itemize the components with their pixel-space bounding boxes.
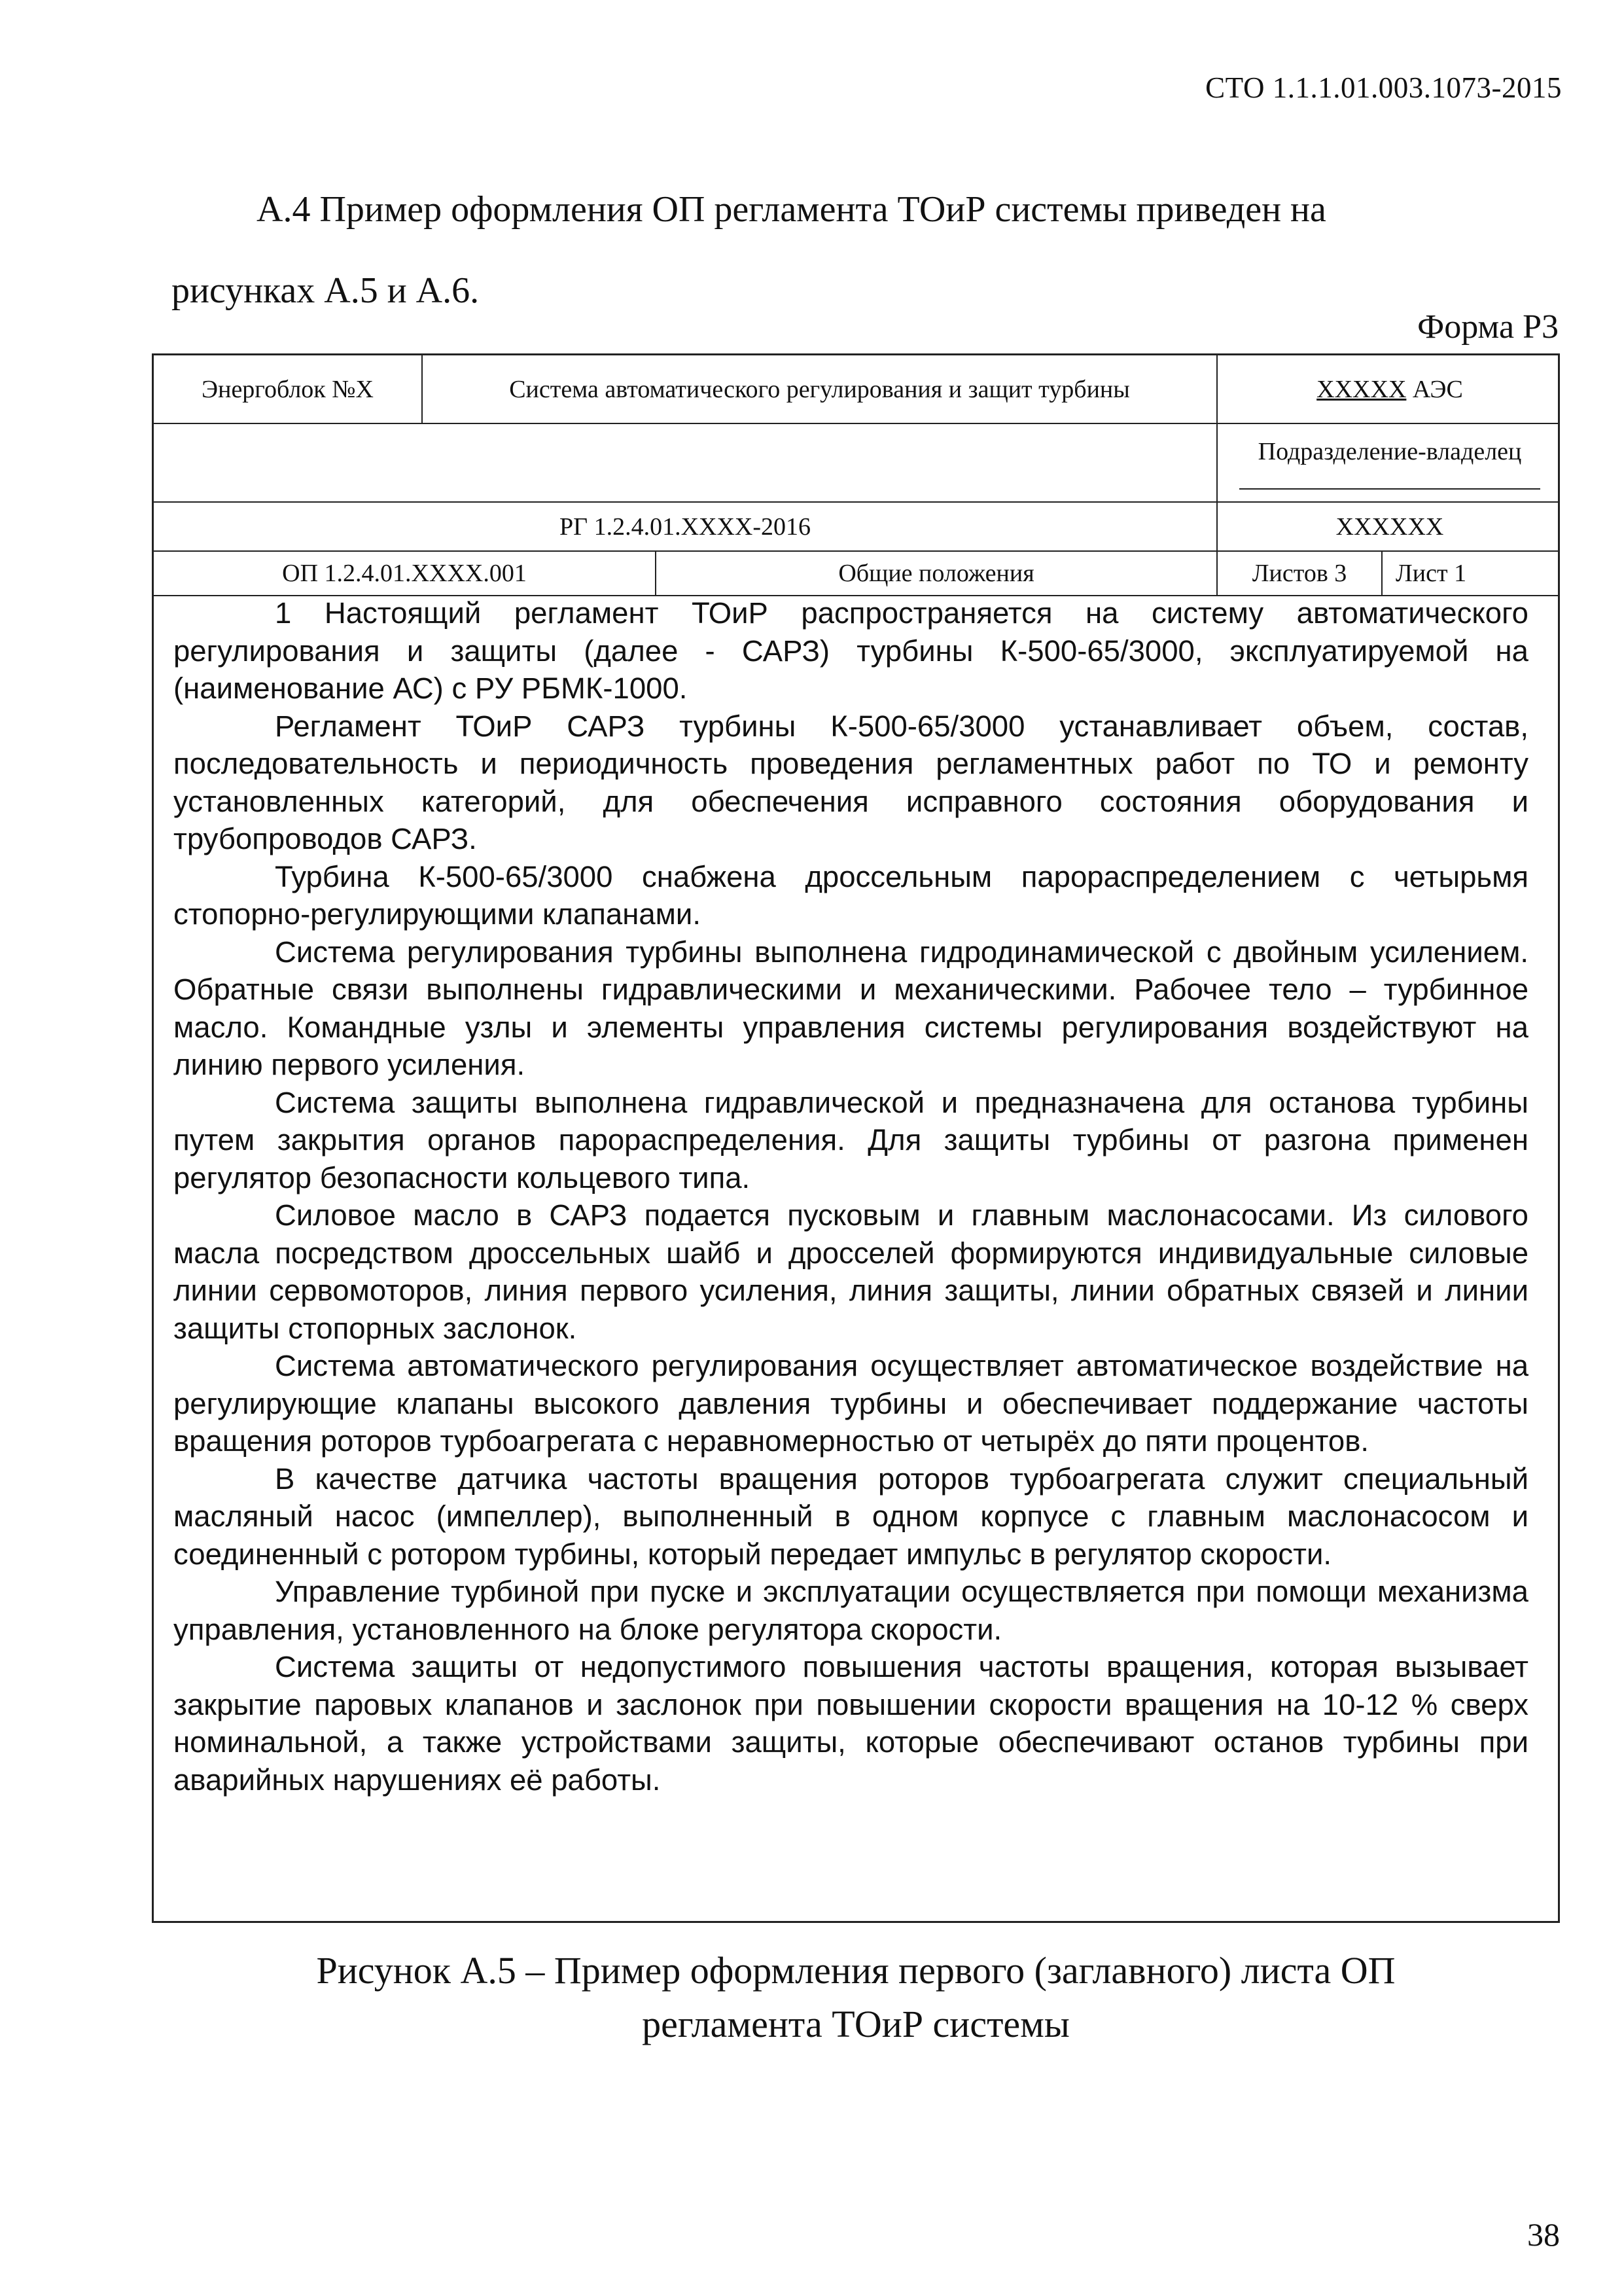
sheet-header-row-4 xyxy=(154,552,1558,596)
intro-line-1: А.4 Пример оформления ОП регламента ТОиР системы приведен на xyxy=(256,189,1326,230)
body-paragraph: Система защиты от недопустимого повышения частоты вращения, которая вызывает закрытие паровых клапанов и заслонок при повышении скорости вращения на 10-12 % сверх номинальной, а также устройствами защиты, которые обеспечивают останов турбины при аварийных нарушениях её работы. xyxy=(173,1650,1528,1797)
caption-line-1: Рисунок А.5 – Пример оформления первого (заглавного) листа ОП xyxy=(316,1949,1396,1992)
section-title-cell: Общие положения xyxy=(656,552,1218,595)
document-code: СТО 1.1.1.01.003.1073-2015 xyxy=(1205,71,1562,104)
sheets-total-cell: Листов 3 xyxy=(1218,552,1383,595)
page-number: 38 xyxy=(1527,2216,1560,2253)
owner-label: Подразделение-владелец xyxy=(1258,438,1522,465)
blank-cell xyxy=(154,424,1218,501)
intro-paragraph xyxy=(171,169,1562,331)
regulation-code-cell: РГ 1.2.4.01.XXXX-2016 xyxy=(154,503,1218,550)
plant-suffix: АЭС xyxy=(1406,375,1463,403)
body-paragraph: Регламент ТОиР САРЗ турбины К-500-65/3000 устанавливает объем, состав, последовательность и периодичность проведения регламентных работ по ТО и ремонту установленных категорий, для обеспечения исправного состояния оборудования и трубопроводов САРЗ. xyxy=(173,709,1528,855)
body-paragraph: Управление турбиной при пуске и эксплуатации осуществляется при помощи механизма управления, установленного на блоке регулятора скорости. xyxy=(173,1575,1528,1646)
figure-caption xyxy=(152,1944,1560,2051)
power-unit-cell: Энергоблок №X xyxy=(154,355,423,423)
intro-line-2: рисунках А.5 и А.6. xyxy=(171,270,480,311)
body-paragraph: Силовое масло в САРЗ подается пусковым и главным маслонасосами. Из силового масла посредством дроссельных шайб и дросселей формируются индивидуальные силовые линии сервомоторов, линия первого усиления, линия защиты, линии обратных связей и линии защиты стопорных заслонок. xyxy=(173,1198,1528,1345)
form-label: Форма Р3 xyxy=(1417,308,1559,346)
object-code-cell: XXXXXX xyxy=(1335,512,1444,541)
owner-signature-line xyxy=(1239,488,1540,490)
body-paragraph: В качестве датчика частоты вращения роторов турбоагрегата служит специальный масляный насос (импеллер), выполненный в одном корпусе с главным маслонасосом и соединенный с ротором турбины, который передает импульс в регулятор скорости. xyxy=(173,1462,1528,1571)
body-paragraph: Турбина К-500-65/3000 снабжена дроссельным парораспределением с четырьмя стопорно-регулирующими клапанами. xyxy=(173,859,1528,931)
body-paragraph: Система автоматического регулирования осуществляет автоматическое воздействие на регулирующие клапаны высокого давления турбины и обеспечивает поддержание частоты вращения роторов турбоагрегата с неравномерностью от четырёх до пяти процентов. xyxy=(173,1349,1528,1458)
op-code-cell: ОП 1.2.4.01.XXXX.001 xyxy=(154,552,656,595)
sheet-header-row-3 xyxy=(154,503,1558,552)
sheet-header-row-1 xyxy=(154,355,1558,424)
body-paragraph: Система регулирования турбины выполнена гидродинамической с двойным усилением. Обратные связи выполнены гидравлическими и механическими. Рабочее тело – турбинное масло. Командные узлы и элементы управления системы регулирования воздействуют на линию первого усиления. xyxy=(173,935,1528,1081)
sheet-number-cell: Лист 1 xyxy=(1396,560,1467,587)
plant-code: XXXXX xyxy=(1316,375,1407,403)
body-paragraph: Система защиты выполнена гидравлической и предназначена для останова турбины путем закрытия органов парораспределения. Для защиты турбины от разгона применен регулятор безопасности кольцевого типа. xyxy=(173,1085,1528,1194)
system-name-cell: Система автоматического регулирования и защит турбины xyxy=(423,355,1218,423)
sheet-body-text xyxy=(173,594,1528,1799)
body-paragraph: 1 Настоящий регламент ТОиР распространяется на систему автоматического регулирования и защиты (далее - САРЗ) турбины К-500-65/3000, эксплуатируемой на (наименование АС) с РУ РБМК-1000. xyxy=(173,596,1528,705)
caption-line-2: регламента ТОиР системы xyxy=(642,2003,1070,2045)
plant-cell xyxy=(1218,355,1562,423)
sheet-header-row-2 xyxy=(154,424,1558,503)
owner-cell xyxy=(1218,424,1562,501)
regulation-sheet-frame xyxy=(152,353,1560,1923)
